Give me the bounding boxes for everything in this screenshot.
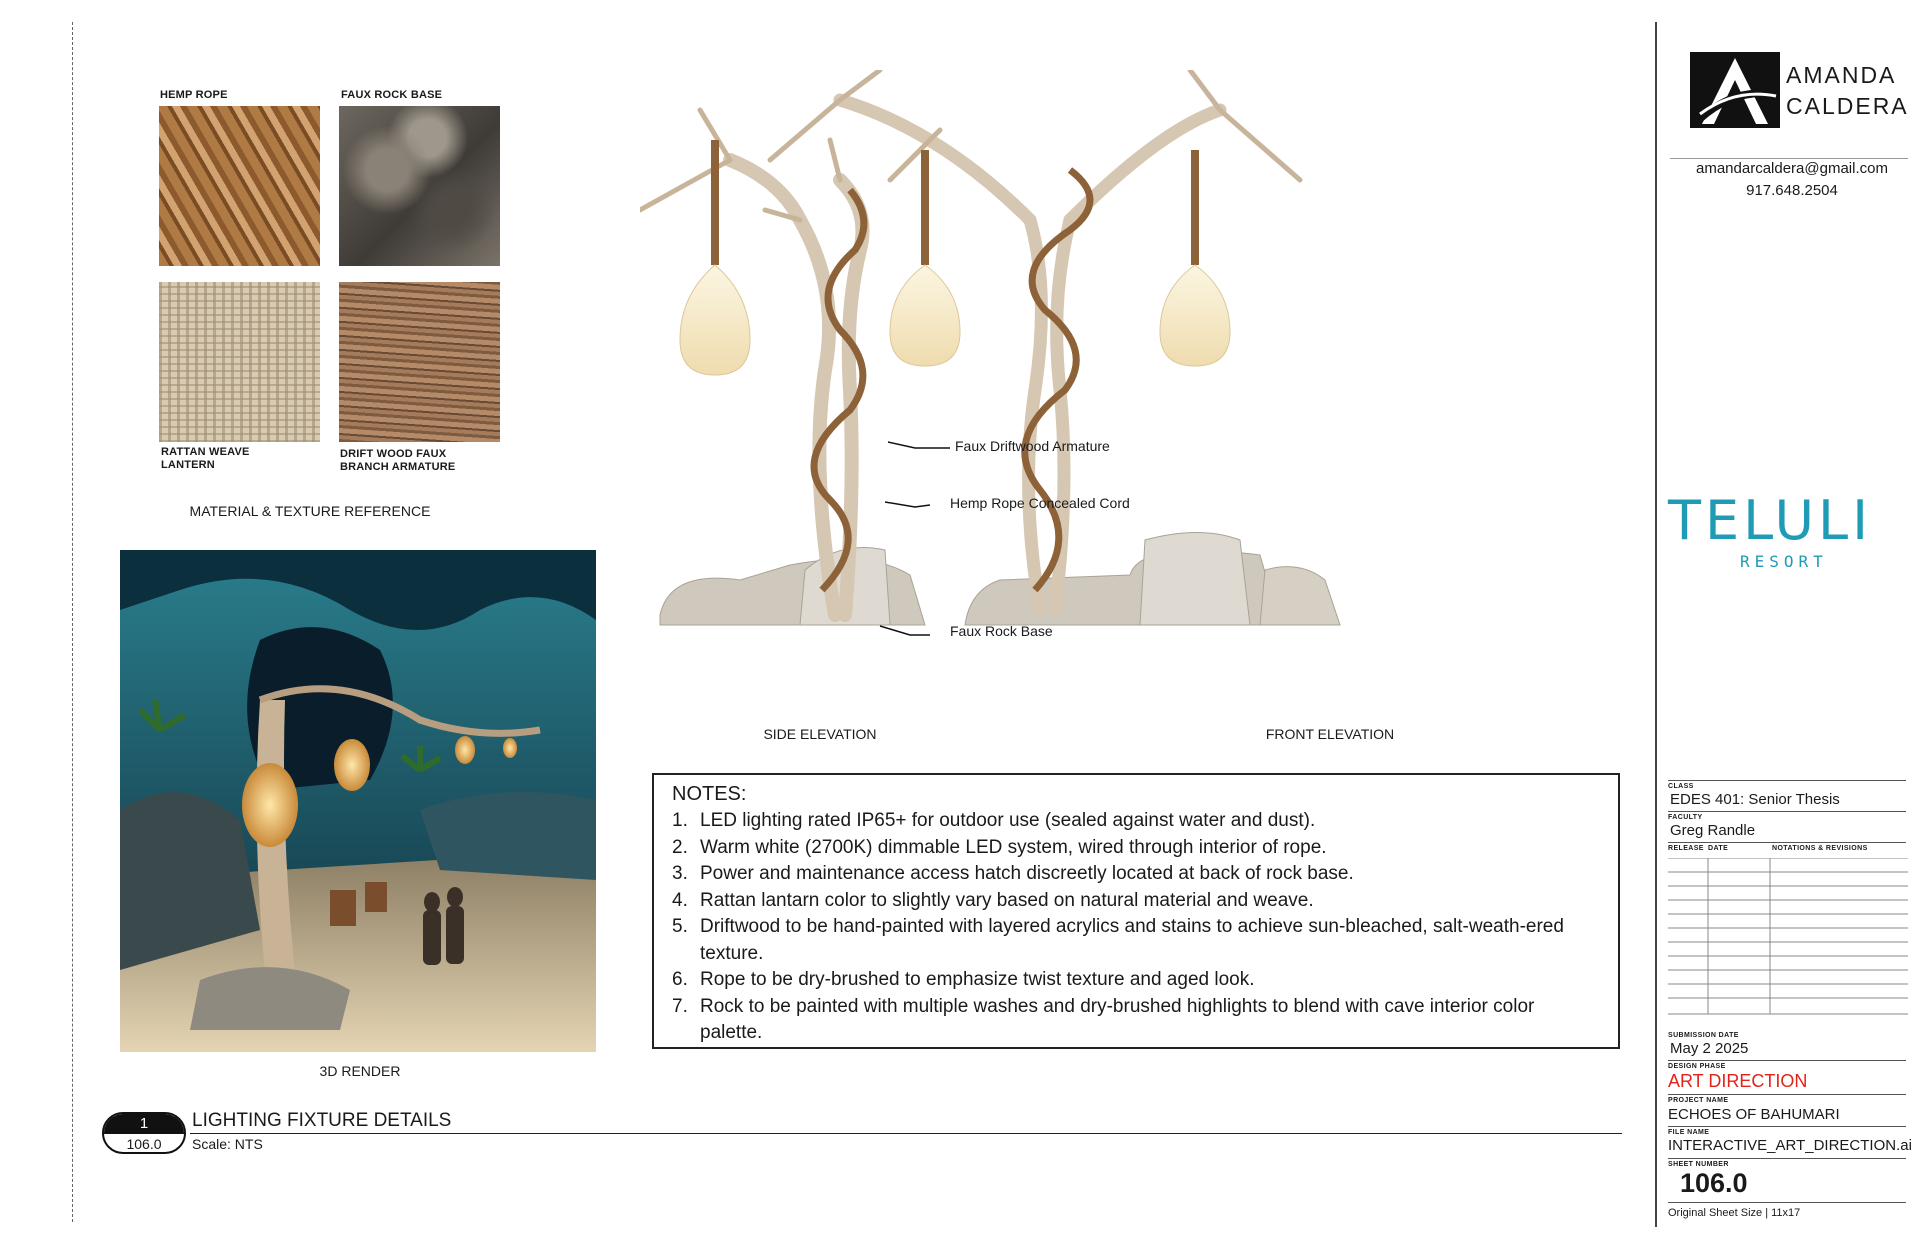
- project-value: ECHOES OF BAHUMARI: [1668, 1106, 1840, 1123]
- note-item: [672, 888, 1600, 915]
- note-number: 5.: [672, 916, 688, 937]
- note-item: [672, 861, 1600, 888]
- driftwood-label-line2: BRANCH ARMATURE: [340, 461, 456, 473]
- contact-email: amandarcaldera@gmail.com: [1696, 160, 1888, 177]
- title-block-rule: [1668, 842, 1906, 843]
- drawing-title-rule: [190, 1133, 1622, 1134]
- note-text: LED lighting rated IP65+ for outdoor use (sealed against water and dust).: [700, 810, 1316, 831]
- note-text: Warm white (2700K) dimmable LED system, wired through interior of rope.: [700, 836, 1327, 858]
- render-caption: 3D RENDER: [319, 1063, 401, 1079]
- submission-label: SUBMISSION DATE: [1668, 1032, 1739, 1039]
- hemp-rope-swatch: [159, 106, 320, 266]
- rattan-label-line1: RATTAN WEAVE: [161, 446, 250, 458]
- note-item: [672, 994, 1600, 1047]
- driftwood-label: [340, 448, 455, 474]
- release-label: RELEASE: [1668, 845, 1704, 852]
- faux-rock-label: FAUX ROCK BASE: [341, 89, 443, 101]
- note-number: 7.: [672, 995, 688, 1017]
- title-block-rule: [1668, 1202, 1906, 1203]
- note-text: Rock to be painted with multiple washes and dry-brushed highlights to blend with cave interior color palette.: [700, 995, 1535, 1043]
- title-block-rule: [1668, 1094, 1906, 1095]
- sheet-size: Original Sheet Size | 11x17: [1668, 1207, 1801, 1219]
- note-text: Power and maintenance access hatch discreetly located at back of rock base.: [700, 863, 1354, 884]
- title-block-rule: [1668, 1126, 1906, 1127]
- submission-value: May 2 2025: [1670, 1040, 1749, 1057]
- file-label: FILE NAME: [1668, 1129, 1710, 1136]
- notes-title: NOTES:: [672, 783, 747, 805]
- drawing-sheet-ref: 106.0: [126, 1136, 162, 1152]
- note-text: Driftwood to be hand-painted with layered acrylics and stains to achieve sun-bleached, salt-weath-ered texture.: [700, 916, 1564, 964]
- note-number: 2.: [672, 836, 688, 858]
- note-item: [672, 835, 1600, 862]
- designer-logo: [1690, 52, 1780, 128]
- driftwood-swatch: [339, 282, 500, 442]
- note-item: [672, 808, 1600, 835]
- left-border-dashed: [72, 22, 73, 1222]
- note-item: [672, 914, 1600, 967]
- file-value: INTERACTIVE_ART_DIRECTION.ai: [1668, 1137, 1912, 1154]
- title-block-rule: [1668, 1060, 1906, 1061]
- note-text: Rope to be dry-brushed to emphasize twist texture and aged look.: [700, 969, 1255, 990]
- hemp-rope-label: HEMP ROPE: [160, 89, 228, 101]
- drawing-title: LIGHTING FIXTURE DETAILS: [192, 1110, 452, 1131]
- contact-phone: 917.648.2504: [1746, 182, 1838, 199]
- contact-info: [1670, 158, 1914, 202]
- faculty-label: FACULTY: [1668, 814, 1703, 821]
- class-value: EDES 401: Senior Thesis: [1670, 791, 1840, 808]
- title-block-rule: [1668, 1158, 1906, 1159]
- designer-name-line2: CALDERA: [1786, 93, 1909, 119]
- project-label: PROJECT NAME: [1668, 1097, 1729, 1104]
- resort-logo-name: TELULI: [1668, 489, 1873, 552]
- callout-base: Faux Rock Base: [950, 623, 1053, 639]
- note-item: [672, 967, 1600, 994]
- rattan-label: [161, 446, 250, 472]
- rattan-weave-swatch: [159, 282, 320, 442]
- revisions-grid: [1668, 858, 1908, 1016]
- faculty-value: Greg Randle: [1670, 822, 1756, 839]
- resort-logo-sub: RESORT: [1740, 552, 1828, 571]
- note-number: 4.: [672, 889, 688, 911]
- render-illustration: [120, 550, 596, 1052]
- title-block-rule: [1668, 780, 1906, 781]
- notes-box: [652, 773, 1620, 1049]
- drawing-number: 1: [104, 1114, 184, 1134]
- rattan-label-line2: LANTERN: [161, 459, 215, 471]
- designer-logo-mark: [1690, 52, 1780, 128]
- title-block-rule: [1668, 811, 1906, 812]
- side-elevation-drawing: [640, 110, 925, 625]
- designer-name: [1786, 60, 1909, 122]
- note-text: Rattan lantarn color to slightly vary based on natural material and weave.: [700, 889, 1314, 911]
- sheet-number: 106.0: [1680, 1168, 1748, 1198]
- drawing-number-bubble: [102, 1112, 186, 1154]
- drawing-scale: Scale: NTS: [192, 1136, 263, 1152]
- sheet-label: SHEET NUMBER: [1668, 1161, 1729, 1168]
- side-elevation-caption: SIDE ELEVATION: [763, 726, 877, 742]
- note-number: 3.: [672, 863, 688, 884]
- phase-label: DESIGN PHASE: [1668, 1063, 1726, 1070]
- callout-rope: Hemp Rope Concealed Cord: [950, 495, 1130, 511]
- notations-label: NOTATIONS & REVISIONS: [1772, 845, 1868, 852]
- designer-name-line1: AMANDA: [1786, 62, 1897, 88]
- date-label: DATE: [1708, 845, 1729, 852]
- front-elevation-caption: FRONT ELEVATION: [1265, 726, 1395, 742]
- render-image: [120, 550, 596, 1052]
- title-block-divider: [1655, 22, 1657, 1227]
- driftwood-label-line1: DRIFT WOOD FAUX: [340, 448, 447, 460]
- elevation-drawings: [640, 70, 1630, 710]
- callout-armature: Faux Driftwood Armature: [955, 438, 1110, 454]
- phase-value: ART DIRECTION: [1668, 1071, 1808, 1091]
- class-label: CLASS: [1668, 783, 1694, 790]
- notes-list: [672, 808, 1600, 1047]
- faux-rock-swatch: [339, 106, 500, 266]
- note-number: 1.: [672, 810, 688, 831]
- note-number: 6.: [672, 969, 688, 990]
- material-reference-caption: MATERIAL & TEXTURE REFERENCE: [189, 503, 431, 519]
